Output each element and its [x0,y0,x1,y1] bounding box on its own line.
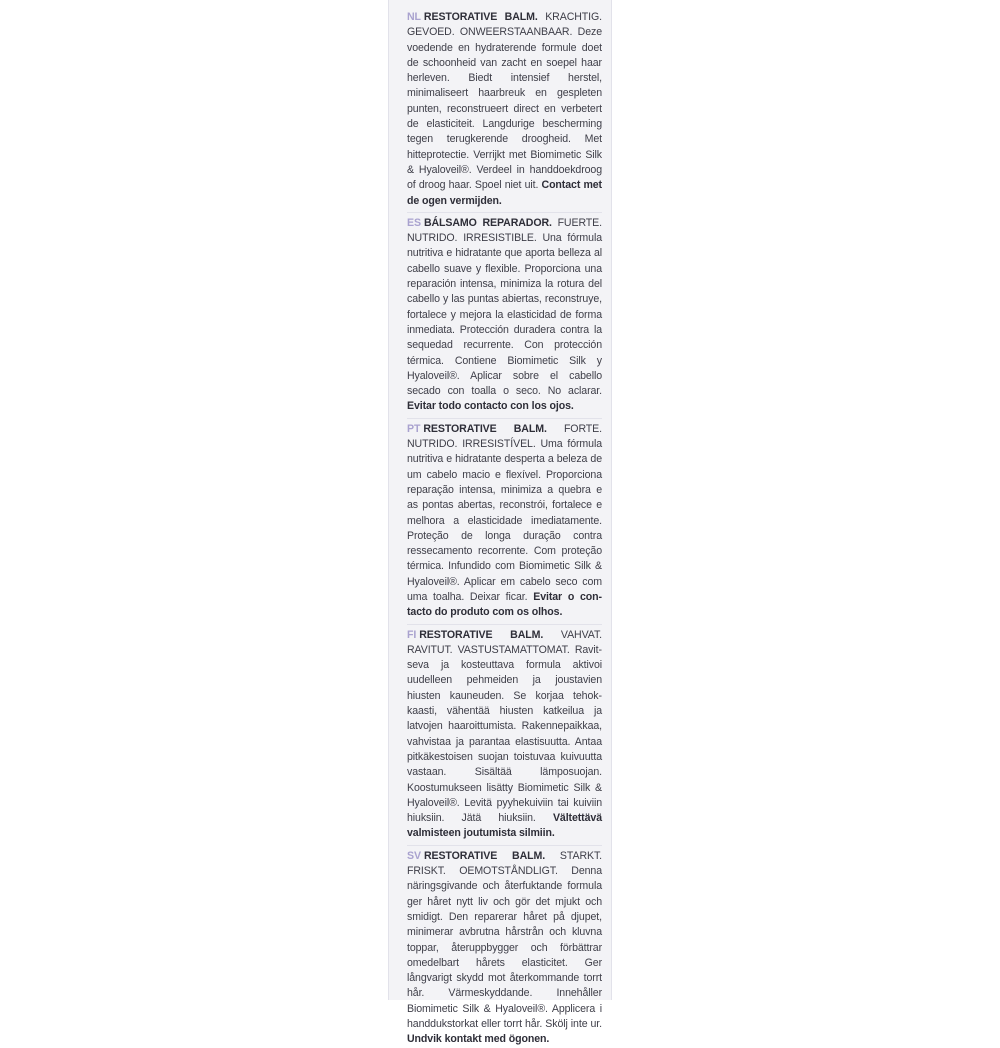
section-nl [407,10,602,209]
warning-text: Contact met de ogen vermijden. [407,179,602,207]
product-name: RESTORATIVE BALM. [419,628,544,641]
language-code: NL [407,11,421,23]
section-es [407,212,602,415]
section-body: FUERTE. NUTRIDO. IRRESISTIBLE. Una fórmula nutritiva e hidratante que aporta belleza al cabello suave y flexible. Proporciona una reparación intensa, minimiza la rotura del cabello y las puntas abiertas, reconstruye, fortalece y mejora la elasticidad de forma inmediata. Protección duradera contra la sequedad recurrente. Con protección térmica. Contiene Biomimetic Silk y Hyaloveil®. Aplicar sobre el cabello secado con toalla o seco. No aclarar. [407,216,602,398]
section-sv [407,845,602,1048]
language-code: SV [407,849,421,862]
warning-text: Evitar todo contacto con los ojos. [407,400,574,413]
warning-text: Evitar o contacto do produto com os olhos. [407,590,603,619]
text-column [407,10,602,1048]
section-pt [407,418,602,621]
product-name: RESTORATIVE BALM. [423,11,538,23]
product-name: BÁLSAMO REPARADOR. [423,216,552,229]
section-body: VAHVAT. RAVITUT. VASTUSTAMATTOMAT. Ravitseva ja kosteuttava formula aktivoi uudelleen pehmeiden ja joustavien hiusten kauneuden. Se korjaa tehokkaasti, vähentää hiusten katkeilua ja latvojen haaroittumista. Rakennepaikkaa, vahvistaa ja parantaa elastisuutta. Antaa pitkäkestoisen suojan toistuvaa kuivuutta vastaan. Sisältää lämposuojan. Koostumukseen lisätty Biomimetic Silk & Hyaloveil®. Levitä pyyhekuiviin tai kuiviin hiuksiin. Jätä hiuksiin. [407,628,602,825]
language-code: ES [407,216,421,229]
section-body: KRACHTIG. GEVOED. ONWEERSTAANBAAR. Deze voedende en hydraterende formule doet de schoonheid van zacht en soepel haar herleven. Biedt intensief herstel, minimaliseert haarbreuk en gespleten punten, reconstrueert direct en verbetert de elasticiteit. Langdurige bescherming tegen terugkerende droogheid. Met hitteprotectie. Verrijkt met Biomimetic Silk & Hyaloveil®. Verdeel in handdoekdroog of droog haar. Spoel niet uit. [407,11,602,192]
language-code: FI [407,628,417,641]
section-body: FORTE. NUTRIDO. IRRESISTÍVEL. Uma fórmula nutritiva e hidratante desperta a beleza de um cabelo macio e flexível. Proporciona reparação intensa, minimiza a quebra e as pontas abertas, reconstrói, fortalece e melhora a elasticidade imediatamente. Proteção de longa duração contra ressecamento recorrente. Com proteção térmica. Infundido com Biomimetic Silk & Hyaloveil®. Aplicar em cabelo seco com uma toalha. Deixar ficar. [407,422,602,603]
warning-text: Undvik kontakt med ögonen. [407,1033,550,1046]
section-fi [407,624,602,842]
warning-text: Vältettävä valmisteen joutumista silmiin. [407,812,602,840]
section-body: STARKT. FRISKT. OEMOTSTÅNDLIGT. Denna näringsgivande och återfuktande formula ger håret nytt liv och gör det mjukt och smidigt. Den reparerar håret på djupet, minimerar avbrutna hårstrån och kluvna toppar, återuppbygger och förbättrar omedelbart hårets elasticitet. Ger långvarigt skydd mot återkommande torrt hår. Värmeskyddande. Innehåller Biomimetic Silk & Hyaloveil®. Applicera i handdukstorkat eller torrt hår. Skölj inte ur. [407,849,602,1030]
label-panel [388,0,612,1046]
product-name: RESTORATIVE BALM. [423,849,546,862]
language-code: PT [407,422,421,435]
product-name: RESTORATIVE BALM. [423,422,547,435]
